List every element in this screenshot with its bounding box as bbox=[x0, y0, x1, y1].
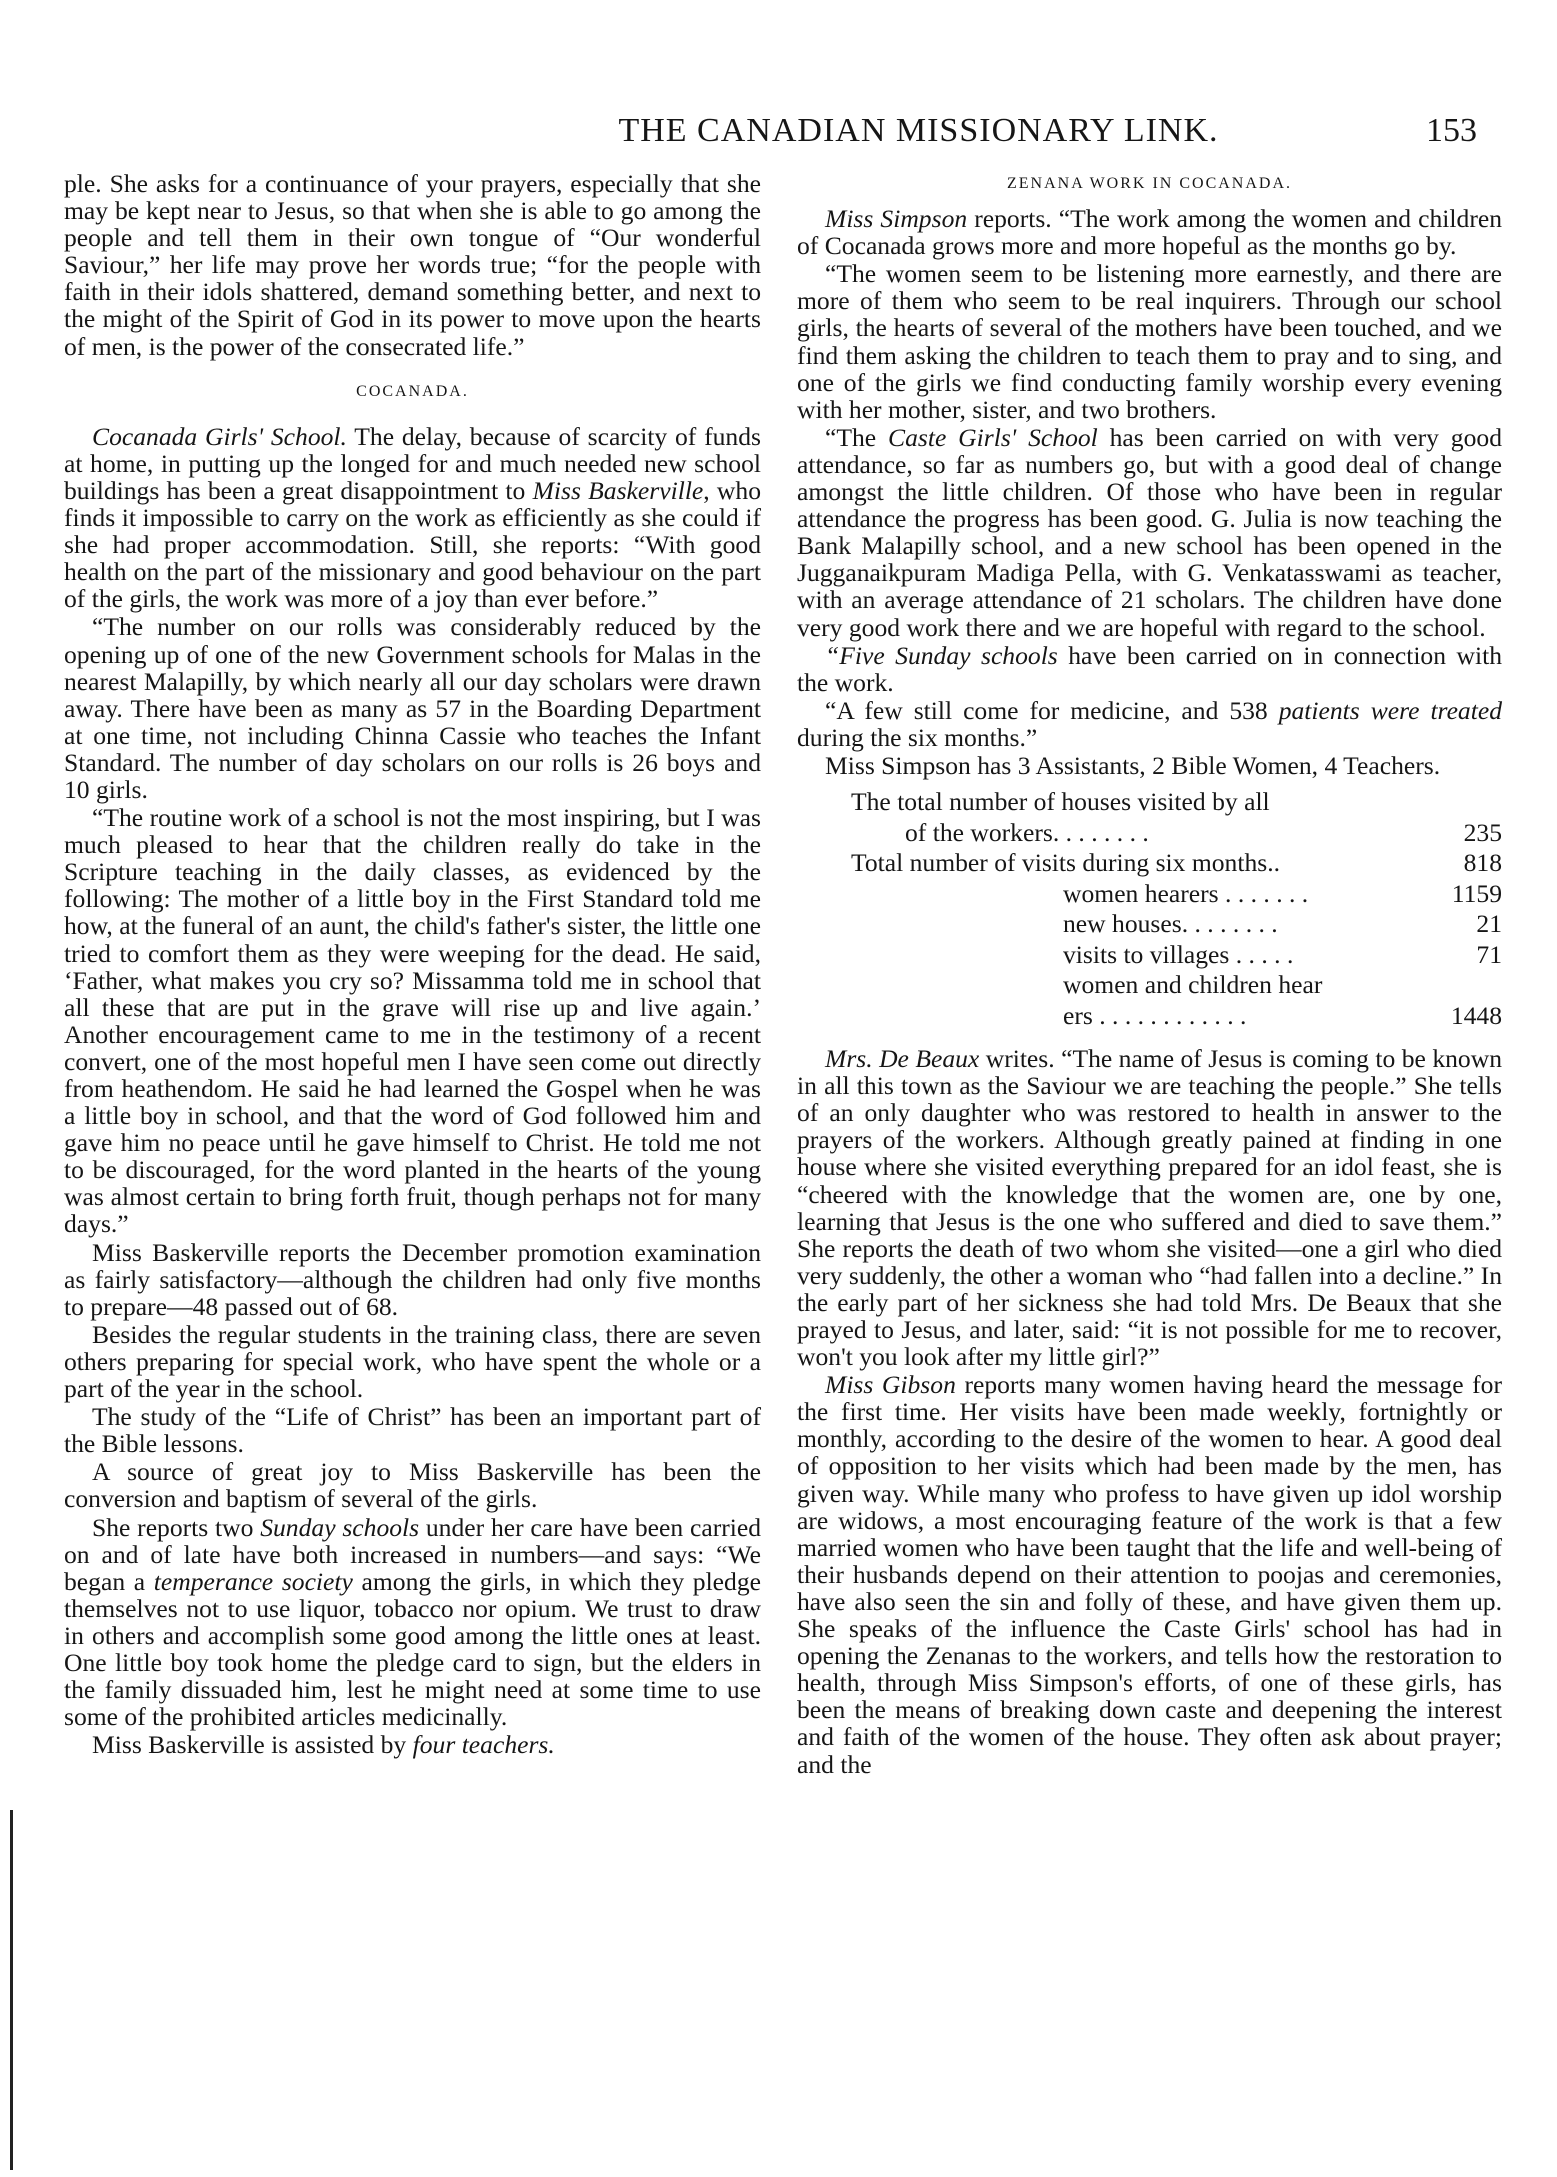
paragraph: ple. She asks for a continuance of your prayers, especially that she may be kept near to Jesus, so that when she is able to go among the people and tell them in their own tongue of “Our wonderful Saviour,” her life may prove her words true; “for the people with faith in their idols shattered, demand something better, and next to the might of the Spirit of God in its power to move upon the hearts of men, is the power of the consecrated life.” bbox=[64, 169, 761, 361]
left-column bbox=[64, 170, 761, 1759]
person-name: Mrs. De Beaux bbox=[825, 1044, 980, 1074]
right-column bbox=[797, 170, 1502, 1779]
paragraph: The study of the “Life of Christ” has been an important part of the Bible lessons. bbox=[64, 1402, 761, 1459]
table-row: of the workers. . . . . . . . 235 bbox=[905, 817, 1502, 847]
section-heading-zenana: ZENANA WORK IN COCANADA. bbox=[1006, 175, 1293, 192]
table-row: ers . . . . . . . . . . . . 1448 bbox=[1063, 1000, 1502, 1030]
table-row: women and children hear bbox=[1063, 970, 1323, 1000]
paragraph: “The women seem to be listening more earnestly, and there are more of them who seem to be real inquirers. Through our school girls, the hearts of several of the mothers have been touched, and we find them asking the children to teach them to pray and to sing, and one of the girls we find conducting family worship every evening with her mother, sister, and two brothers. bbox=[797, 259, 1502, 424]
binding-edge-line bbox=[10, 1810, 13, 2170]
table-row: women hearers . . . . . . . 1159 bbox=[1063, 878, 1502, 908]
person-name: Miss Baskerville bbox=[532, 475, 704, 505]
paragraph: Miss Baskerville is assisted by four teachers. bbox=[92, 1730, 555, 1760]
paragraph: “The routine work of a school is not the most inspiring, but I was much pleased to hear that the children really do take in the Scripture teaching in the daily classes, as evidenced by the following: The mother of a little boy in the First Standard told me how, at the funeral of an aunt, the child's father's sister, the little one tried to comfort them as they were weeping for the dead. He said, ‘Father, what makes you cry so? Missamma told me in school that all these that are put in the grave will rise up and live again.’ Another encouragement came to me in the testimony of a recent convert, one of the most hopeful men I have seen come out directly from heathendom. He said he had learned the Gospel when he was a little boy in school, and that the word of God followed him and gave him no peace until he gave himself to Christ. He told me not to be discouraged, for the word planted in the hearts of the young was almost certain to bring forth fruit, though perhaps not for many days.” bbox=[64, 803, 761, 1239]
paragraph: Miss Simpson reports. “The work among the women and children of Cocanada grows more and more hopeful as the months go by. bbox=[797, 204, 1503, 261]
paragraph: She reports two Sunday schools under her care have been carried on and of late have both increased in numbers—and says: “We began a temperance society among the girls, in which they pledge themselves not to use liquor, tobacco nor opium. We trust to draw in others and accomplish some good among the little ones at least. One little boy took home the pledge card to sign, but the elders in the family dissuaded him, lest he might need at some time to use some of the prohibited articles medicinally. bbox=[64, 1512, 762, 1732]
paragraph: Besides the regular students in the training class, there are seven others preparing for special work, who have spent the whole or a part of the year in the school. bbox=[64, 1319, 761, 1404]
person-name: Miss Simpson bbox=[825, 204, 968, 234]
paragraph: Miss Simpson has 3 Assistants, 2 Bible Women, 4 Teachers. bbox=[825, 750, 1441, 780]
paragraph: Miss Gibson reports many women having heard the message for the first time. Her visits have been made weekly, fortnightly or monthly, according to the desire of the women to hear. A good deal of opposition to her visits which had been made by the men, has given way. While many who profess to have given up idol worship are widows, a most encouraging feature of the work is that a few married women who have been taught that the life and well-being of their husbands depend on their attention to poojas and ceremonies, have also seen the sin and folly of these, and have given them up. She speaks of the influence the Caste Girls' school has had in opening the Zenanas to the workers, and tells how the restoration to health, through Miss Simpson's efforts, of one of these girls, has been the means of breaking down caste and deepening the interest and faith of the women of the house. They often ask about prayer; and the bbox=[797, 1370, 1502, 1779]
paragraph: “Five Sunday schools have been carried on in connection with the work. bbox=[797, 640, 1502, 697]
table-row: visits to villages . . . . . 71 bbox=[1063, 939, 1502, 969]
visit-statistics-table bbox=[851, 787, 1502, 1031]
page-header bbox=[300, 112, 1477, 164]
paragraph-lead: Cocanada Girls' School. bbox=[92, 421, 347, 451]
paragraph: Cocanada Girls' School. The delay, because of scarcity of funds at home, in putting up the longed for and much needed new school buildings has been a great disappointment to Miss Baskerville, who finds it impossible to carry on the work as efficiently as she could if she had proper accommodation. Still, she reports: “With good health on the part of the missionary and good behaviour on the part of the girls, the work was more of a joy than ever before.” bbox=[64, 421, 762, 614]
paragraph: “The number on our rolls was considerably reduced by the opening up of one of the new Government schools for Malas in the nearest Malapilly, by which nearly all our day scholars were drawn away. There have been as many as 57 in the Boarding Department at one time, not including Chinna Cassie who teaches the Infant Standard. The number of day scholars on our rolls is 26 boys and 10 girls. bbox=[64, 612, 761, 804]
publication-title: THE CANADIAN MISSIONARY LINK. bbox=[618, 112, 1219, 149]
section-heading-cocanada: COCANADA. bbox=[356, 382, 469, 400]
table-row: The total number of houses visited by all bbox=[851, 787, 1270, 817]
paragraph: “The Caste Girls' School has been carried on with very good attendance, so far as numbers go, but with a good deal of change amongst the little children. Of those who have been in regular attendance the progress has been good. G. Julia is now teaching the Bank Malapilly school, and a new school has been opened in the Jugganaikpuram Madiga Pella, with G. Venkatasswami as teacher, with an average attendance of 21 scholars. The children have done very good work there and we are hopeful with regard to the school. bbox=[797, 422, 1502, 642]
table-row: new houses. . . . . . . . 21 bbox=[1063, 909, 1502, 939]
person-name: Miss Gibson bbox=[825, 1370, 956, 1400]
table-row: Total number of visits during six months.. 818 bbox=[851, 848, 1502, 878]
page-number: 153 bbox=[1426, 112, 1477, 149]
paragraph: “A few still come for medicine, and 538 patients were treated during the six months.” bbox=[797, 695, 1502, 752]
paragraph: A source of great joy to Miss Baskerville has been the conversion and baptism of several of the girls. bbox=[64, 1457, 761, 1514]
paragraph: Mrs. De Beaux writes. “The name of Jesus is coming to be known in all this town as the Saviour we are teaching the people.” She tells of an only daughter who was restored to health in answer to the prayers of the workers. Although greatly pained at finding in one house where she visited everything prepared for an idol feast, she is “cheered with the knowledge that the women are, one by one, learning that Jesus is the one who suffered and died to save them.” She reports the death of two whom she visited—one a girl who died very suddenly, the other a woman who “had fallen into a decline.” In the early part of her sickness she had told Mrs. De Beaux that she prayed to Jesus, and later, said: “it is not possible for me to recover, won't you look after my little girl?” bbox=[797, 1044, 1502, 1372]
paragraph: Miss Baskerville reports the December promotion examination as fairly satisfactory—although the children had only five months to prepare—48 passed out of 68. bbox=[64, 1237, 761, 1321]
